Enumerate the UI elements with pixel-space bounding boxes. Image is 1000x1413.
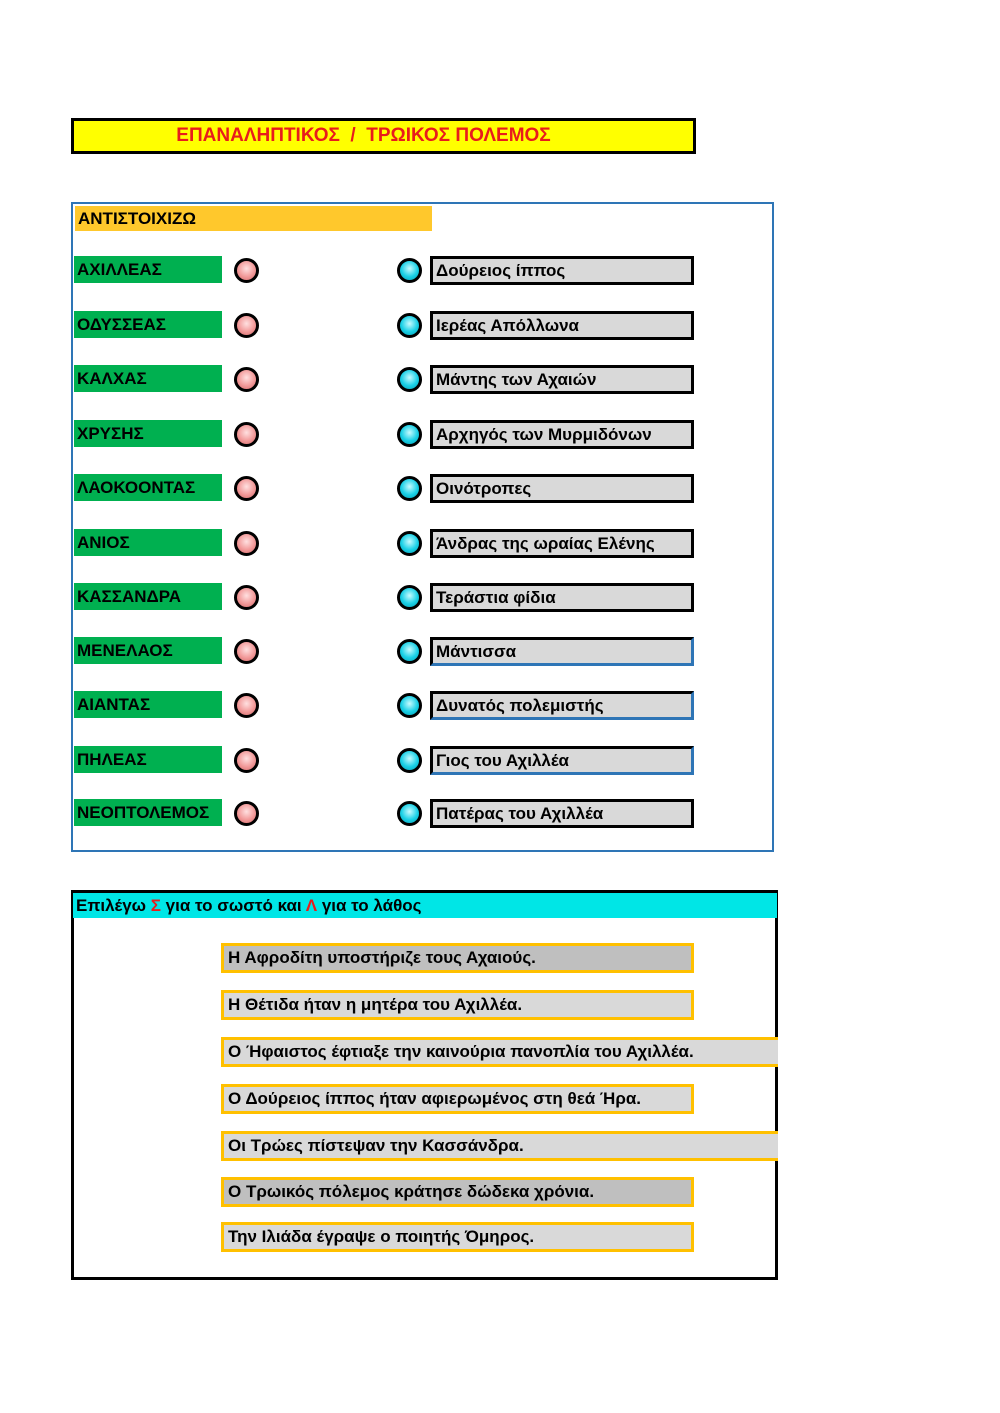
description-box: Μάντης των Αχαιών	[430, 365, 694, 394]
description-box: Δούρειος ίππος	[430, 256, 694, 285]
name-label-achilles: ΑΧΙΛΛΕΑΣ	[74, 256, 222, 283]
match-dot-left[interactable]	[234, 422, 259, 447]
match-dot-right[interactable]	[397, 693, 422, 718]
match-dot-right[interactable]	[397, 422, 422, 447]
name-label-peleus: ΠΗΛΕΑΣ	[74, 746, 222, 773]
title-text: ΕΠΑΝΑΛΗΠΤΙΚΟΣ / ΤΡΩΙΚΟΣ ΠΟΛΕΜΟΣ	[176, 125, 551, 146]
header-text: για το λάθος	[317, 896, 422, 915]
worksheet-title	[71, 118, 696, 154]
match-dot-right[interactable]	[397, 748, 422, 773]
name-label-cassandra: ΚΑΣΣΑΝΔΡΑ	[74, 583, 222, 610]
match-dot-left[interactable]	[234, 693, 259, 718]
match-dot-right[interactable]	[397, 258, 422, 283]
match-dot-left[interactable]	[234, 801, 259, 826]
statement-box[interactable]: Η Αφροδίτη υποστήριζε τους Αχαιούς.	[221, 943, 694, 973]
statement-box[interactable]: Ο Δούρειος ίππος ήταν αφιερωμένος στη θεά Ήρα.	[221, 1084, 694, 1114]
match-dot-right[interactable]	[397, 585, 422, 610]
match-dot-left[interactable]	[234, 313, 259, 338]
name-label-menelaus: ΜΕΝΕΛΑΟΣ	[74, 637, 222, 664]
statement-box[interactable]: Ο Τρωικός πόλεμος κράτησε δώδεκα χρόνια.	[221, 1177, 694, 1207]
description-box: Τεράστια φίδια	[430, 583, 694, 612]
description-box: Δυνατός πολεμιστής	[430, 691, 694, 720]
match-dot-right[interactable]	[397, 313, 422, 338]
match-dot-right[interactable]	[397, 531, 422, 556]
header-text: Επιλέγω	[76, 896, 151, 915]
match-dot-left[interactable]	[234, 531, 259, 556]
match-dot-left[interactable]	[234, 639, 259, 664]
match-dot-left[interactable]	[234, 258, 259, 283]
match-dot-left[interactable]	[234, 585, 259, 610]
match-dot-right[interactable]	[397, 367, 422, 392]
description-box: Πατέρας του Αχιλλέα	[430, 799, 694, 828]
name-label-anios: ΑΝΙΟΣ	[74, 529, 222, 556]
name-label-laocoon: ΛΑΟΚΟΟΝΤΑΣ	[74, 474, 222, 501]
match-dot-left[interactable]	[234, 367, 259, 392]
match-dot-right[interactable]	[397, 476, 422, 501]
description-box: Ιερέας Απόλλωνα	[430, 311, 694, 340]
statement-box[interactable]: Την Ιλιάδα έγραψε ο ποιητής Όμηρος.	[221, 1222, 694, 1252]
name-label-chryses: ΧΡΥΣΗΣ	[74, 420, 222, 447]
statement-box[interactable]: Οι Τρώες πίστεψαν την Κασσάνδρα.	[221, 1131, 778, 1161]
name-label-neoptolemus: ΝΕΟΠΤΟΛΕΜΟΣ	[74, 799, 222, 826]
match-dot-left[interactable]	[234, 476, 259, 501]
description-box: Γιος του Αχιλλέα	[430, 746, 694, 775]
statement-box[interactable]: Η Θέτιδα ήταν η μητέρα του Αχιλλέα.	[221, 990, 694, 1020]
match-dot-left[interactable]	[234, 748, 259, 773]
statement-box[interactable]: Ο Ήφαιστος έφτιαξε την καινούρια πανοπλία του Αχιλλέα.	[221, 1037, 778, 1067]
match-dot-right[interactable]	[397, 801, 422, 826]
description-box: Μάντισσα	[430, 637, 694, 666]
description-box: Άνδρας της ωραίας Ελένης	[430, 529, 694, 558]
description-box: Οινότροπες	[430, 474, 694, 503]
match-dot-right[interactable]	[397, 639, 422, 664]
false-letter: Λ	[305, 896, 318, 915]
name-label-odysseus: ΟΔΥΣΣΕΑΣ	[74, 311, 222, 338]
header-text: για το σωστό και	[160, 896, 306, 915]
name-label-ajax: ΑΙΑΝΤΑΣ	[74, 691, 222, 718]
true-letter: Σ	[150, 896, 161, 915]
name-label-kalchas: ΚΑΛΧΑΣ	[74, 365, 222, 392]
description-box: Αρχηγός των Μυρμιδόνων	[430, 420, 694, 449]
matching-header: ΑΝΤΙΣΤΟΙΧΙΖΩ	[75, 206, 432, 231]
true-false-header	[73, 893, 777, 918]
